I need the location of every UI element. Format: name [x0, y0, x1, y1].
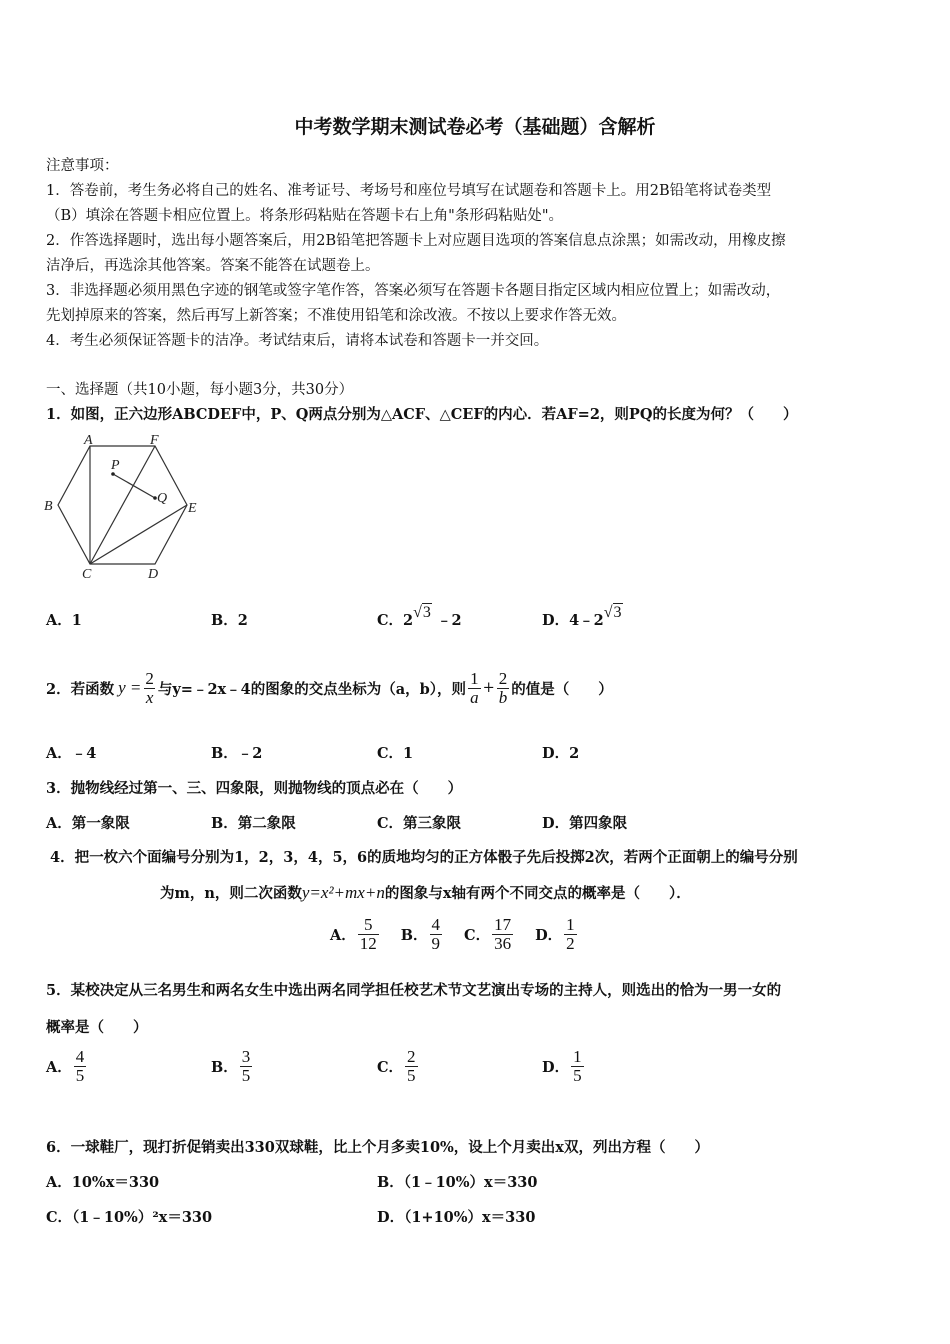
figure-label-p: P	[111, 458, 120, 473]
q4-b-num: 4	[431, 915, 441, 934]
q1-option-c-label: C．2	[377, 612, 414, 629]
q2-func-fraction	[143, 670, 156, 707]
q4-a-num: 5	[364, 915, 373, 934]
q2-option-c: C．1	[377, 745, 414, 762]
q5-option-c	[377, 1048, 420, 1085]
q4-c-den: 36	[494, 933, 512, 953]
q3-option-a: A．第一象限	[46, 815, 130, 832]
q4-options	[330, 916, 579, 953]
q5-d-den: 5	[573, 1065, 582, 1085]
question-5-line2: 概率是（ ）	[46, 1019, 148, 1036]
q5-a-den: 5	[75, 1065, 85, 1085]
q2-option-a: A．﹣4	[46, 745, 97, 762]
q5-option-a-label: A．	[46, 1058, 72, 1076]
q5-option-d-label: D．	[542, 1058, 570, 1076]
q5-option-d	[542, 1048, 586, 1085]
q1-option-a: A．1	[46, 612, 82, 629]
note-line: （B）填涂在答题卡相应位置上。将条形码粘贴在答题卡右上角"条形码粘贴处"。	[46, 208, 563, 224]
q4-option-b-fraction	[430, 916, 443, 953]
page-title: 中考数学期末测试卷必考（基础题）含解析	[294, 116, 656, 138]
q5-option-c-label: C．	[377, 1058, 404, 1076]
q4-d-den: 2	[566, 933, 575, 953]
figure-label-q: Q	[157, 491, 168, 506]
q4-line2-pre: 为m，n，则二次函数	[160, 885, 302, 902]
q4-b-den: 9	[431, 933, 441, 953]
q3-option-d: D．第四象限	[542, 815, 628, 832]
q4-option-c-label: C．	[464, 926, 491, 944]
figure-label-d: D	[148, 567, 159, 582]
q2-func-lhs: y =	[118, 678, 142, 697]
note-line: 洁净后，再选涂其他答案。答案不能答在试题卷上。	[46, 258, 380, 274]
figure-label-f: F	[150, 433, 159, 448]
q6-option-a: A．10%x＝330	[46, 1174, 160, 1191]
q6-option-b: B．（1﹣10%）x＝330	[377, 1174, 538, 1191]
q5-c-num: 2	[407, 1047, 416, 1066]
q2-option-d: D．2	[542, 745, 580, 762]
q1-option-d-radicand: 3	[613, 604, 622, 621]
q1-option-c-tail: ﹣2	[436, 612, 462, 629]
question-2-stem	[46, 652, 613, 724]
figure-label-c: C	[82, 567, 92, 582]
q1-option-b: B．2	[211, 612, 248, 629]
q6-option-d: D．（1+10%）x＝330	[377, 1209, 536, 1226]
note-line: 1．答卷前，考生务必将自己的姓名、准考证号、考场号和座位号填写在试题卷和答题卡上。用2B铅笔将试卷类型	[46, 183, 772, 199]
q2-f2-num: 2	[498, 668, 508, 688]
q4-option-a-fraction	[358, 916, 379, 953]
q2-fraction-1	[468, 670, 481, 707]
question-6-stem: 6．一球鞋厂，现打折促销卖出330双球鞋，比上个月多卖10%，设上个月卖出x双，列出方程（ ）	[46, 1139, 709, 1156]
q2-f1-num: 1	[470, 668, 479, 688]
q2-f2-den: b	[498, 687, 508, 707]
question-5-line1: 5．某校决定从三名男生和两名女生中选出两名同学担任校艺术节文艺演出专场的主持人，则选出的恰为一男一女的	[46, 982, 782, 999]
q1-option-d: D．4﹣2√3	[542, 604, 622, 629]
figure-label-a: A	[84, 433, 93, 448]
q2-func-den: x	[145, 687, 154, 707]
q5-option-a-fraction	[74, 1048, 87, 1085]
q4-option-d-fraction	[564, 916, 577, 953]
q4-d-num: 1	[566, 915, 575, 934]
note-line: 3．非选择题必须用黑色字迹的钢笔或签字笔作答，答案必须写在答题卡各题目指定区域内相应位置上；如需改动，	[46, 283, 781, 299]
figure-label-b: B	[44, 499, 53, 514]
q2-fraction-2	[497, 670, 510, 707]
question-4-line1: 4．把一枚六个面编号分别为1，2，3，4，5，6的质地均匀的正方体骰子先后投掷2次，若两个正面朝上的编号分别	[50, 849, 798, 866]
q5-option-b-label: B．	[211, 1058, 238, 1076]
q2-f1-den: a	[470, 687, 479, 707]
notes-heading: 注意事项：	[46, 158, 119, 174]
q4-a-den: 12	[359, 933, 377, 953]
q3-option-c: C．第三象限	[377, 815, 462, 832]
q1-option-d-label: D．4﹣2	[542, 612, 604, 629]
q5-a-num: 4	[75, 1047, 85, 1066]
note-line: 先划掉原来的答案，然后再写上新答案；不准使用铅笔和涂改液。不按以上要求作答无效。	[46, 308, 626, 324]
q5-option-a	[46, 1048, 88, 1085]
q5-c-den: 5	[407, 1065, 416, 1085]
q5-option-c-fraction	[405, 1048, 418, 1085]
q4-line2-post: 的图象与x轴有两个不同交点的概率是（ ）．	[384, 885, 691, 902]
question-4-line2	[160, 882, 691, 903]
q1-option-c-radicand: 3	[422, 604, 431, 621]
question-3-stem: 3．抛物线经过第一、三、四象限，则抛物线的顶点必在（ ）	[46, 780, 463, 797]
q5-b-den: 5	[241, 1065, 251, 1085]
q1-option-c: C．2√3 ﹣2	[377, 604, 462, 629]
q2-prefix: 2．若函数	[46, 680, 115, 698]
q5-b-num: 3	[241, 1047, 251, 1066]
section-heading: 一、选择题（共10小题，每小题3分，共30分）	[46, 382, 354, 398]
q2-option-b: B．﹣2	[211, 745, 263, 762]
note-line: 4．考生必须保证答题卡的洁净。考试结束后，请将本试卷和答题卡一并交回。	[46, 333, 549, 349]
figure-label-e: E	[188, 501, 197, 516]
q2-mid: 与y=﹣2x﹣4的图象的交点坐标为（a，b），则	[157, 680, 467, 698]
q2-func-num: 2	[145, 668, 154, 688]
q4-function: y=x²+mx+n	[301, 883, 385, 902]
q5-option-b	[211, 1048, 254, 1085]
q2-plus: +	[482, 680, 495, 696]
q4-c-num: 17	[494, 915, 512, 934]
q4-option-d-label: D．	[535, 926, 563, 944]
q5-d-num: 1	[573, 1047, 582, 1066]
q4-option-b-label: B．	[400, 926, 428, 944]
q5-option-d-fraction	[571, 1048, 584, 1085]
q6-option-c: C．（1﹣10%）²x＝330	[46, 1209, 213, 1226]
q4-option-a-label: A．	[330, 926, 356, 944]
q4-option-c-fraction	[492, 916, 513, 953]
q2-suffix: 的值是（ ）	[511, 680, 613, 698]
hexagon-figure	[42, 432, 207, 582]
q3-option-b: B．第二象限	[211, 815, 296, 832]
question-1-stem: 1．如图，正六边形ABCDEF中，P、Q两点分别为△ACF、△CEF的内心．若AF=2，则PQ的长度为何？（ ）	[46, 406, 798, 423]
q5-option-b-fraction	[240, 1048, 253, 1085]
note-line: 2．作答选择题时，选出每小题答案后，用2B铅笔把答题卡上对应题目选项的答案信息点涂黑；如需改动，用橡皮擦	[46, 233, 786, 249]
